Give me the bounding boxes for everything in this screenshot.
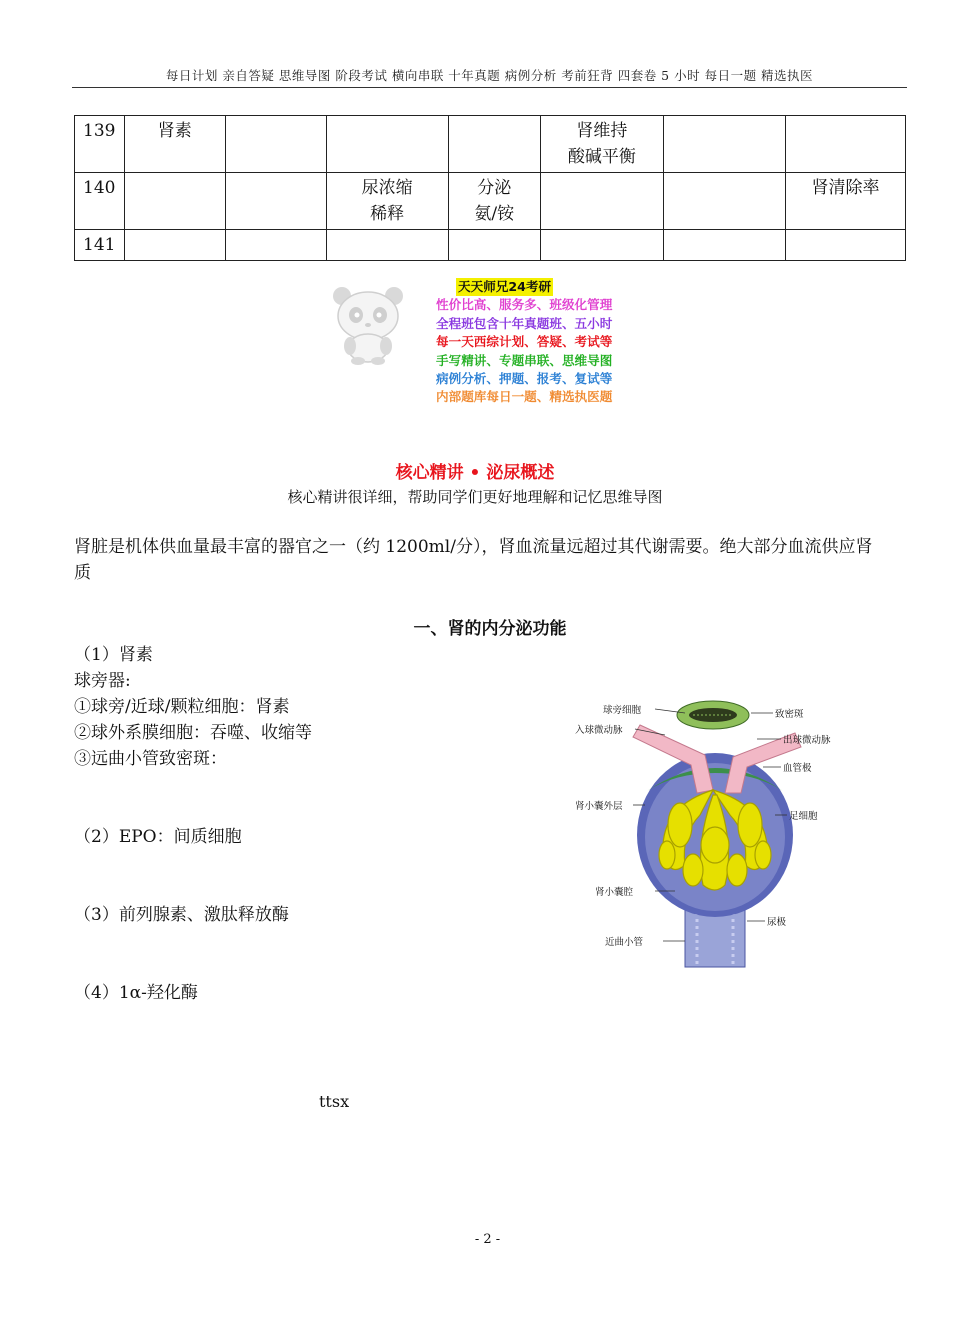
item-epo: （2）EPO：间质细胞 bbox=[74, 827, 242, 847]
promo-block bbox=[436, 278, 656, 407]
section-subtitle: 核心精讲很详细，帮助同学们更好地理解和记忆思维导图 bbox=[287, 488, 663, 506]
promo-line: 性价比高、服务多、班级化管理 bbox=[436, 297, 613, 313]
item-macula-densa: ③远曲小管致密斑： bbox=[74, 749, 227, 769]
promo-line: 手写精讲、专题串联、思维导图 bbox=[436, 352, 613, 368]
table-cell: 尿浓缩 稀释 bbox=[326, 173, 448, 230]
item-renin: （1）肾素 bbox=[74, 645, 153, 665]
label-vascular-pole: 血管极 bbox=[783, 763, 812, 774]
table-cell bbox=[448, 230, 540, 261]
label-parietal-layer: 肾小囊外层 bbox=[575, 801, 623, 812]
table-row bbox=[75, 173, 906, 230]
table-cell bbox=[540, 173, 663, 230]
table-cell bbox=[225, 230, 326, 261]
table-cell bbox=[225, 116, 326, 173]
table-cell: 肾素 bbox=[124, 116, 225, 173]
label-urinary-pole: 尿极 bbox=[767, 917, 787, 928]
page-header: 每日计划 亲自答疑 思维导图 阶段考试 横向串联 十年真题 病例分析 考前狂背 四套卷 5 小时 每日一题 精选执医 bbox=[165, 68, 814, 83]
table-row bbox=[75, 230, 906, 261]
renal-corpuscle-diagram bbox=[575, 695, 845, 970]
label-capsular-space: 肾小囊腔 bbox=[595, 887, 634, 898]
table-cell bbox=[326, 230, 448, 261]
table-cell: 分泌 氨/铵 bbox=[448, 173, 540, 230]
label-afferent-arteriole: 入球微动脉 bbox=[575, 725, 623, 736]
header-divider bbox=[72, 87, 907, 88]
item-extraglomerular-mesangial: ②球外系膜细胞：吞噬、收缩等 bbox=[74, 723, 312, 743]
promo-line: 内部题库每日一题、精选执医题 bbox=[436, 389, 613, 405]
table-cell bbox=[540, 230, 663, 261]
row-number-cell: 139 bbox=[75, 116, 125, 173]
label-proximal-tubule: 近曲小管 bbox=[605, 937, 644, 948]
table-cell bbox=[663, 173, 785, 230]
row-number-cell: 140 bbox=[75, 173, 125, 230]
table-cell bbox=[663, 230, 785, 261]
label-macula-densa: 致密斑 bbox=[775, 709, 804, 720]
promo-line: 全程班包含十年真题班、五小时 bbox=[436, 315, 613, 331]
table-cell bbox=[448, 116, 540, 173]
row-number-cell: 141 bbox=[75, 230, 125, 261]
item-hydroxylase: （4）1α-羟化酶 bbox=[74, 983, 198, 1003]
intro-paragraph: 肾脏是机体供血量最丰富的器官之一（约 1200ml/分），肾血流量远超过其代谢需要。绝大部分血流供应肾 质 bbox=[74, 537, 924, 583]
table-cell bbox=[124, 173, 225, 230]
table-cell bbox=[663, 116, 785, 173]
heading-endocrine-function: 一、肾的内分泌功能 bbox=[413, 619, 567, 639]
table-cell: 肾清除率 bbox=[785, 173, 905, 230]
promo-line: 病例分析、押题、报考、复试等 bbox=[436, 371, 613, 387]
label-podocyte: 足细胞 bbox=[789, 811, 818, 822]
table-cell: 肾维持 酸碱平衡 bbox=[540, 116, 663, 173]
label-juxtaglomerular-cell: 球旁细胞 bbox=[603, 705, 642, 716]
table-cell bbox=[785, 116, 905, 173]
table-cell bbox=[785, 230, 905, 261]
watermark-text: ttsx bbox=[319, 1092, 350, 1111]
promo-line: 每一天西综计划、答疑、考试等 bbox=[436, 334, 613, 350]
table-cell bbox=[326, 116, 448, 173]
table-row bbox=[75, 116, 906, 173]
item-prostaglandin: （3）前列腺素、激肽释放酶 bbox=[74, 905, 289, 925]
table-cell bbox=[124, 230, 225, 261]
section-title: 核心精讲 • 泌尿概述 bbox=[395, 463, 555, 483]
page-number: - 2 - bbox=[474, 1232, 501, 1247]
table-cell bbox=[225, 173, 326, 230]
label-efferent-arteriole: 出球微动脉 bbox=[783, 735, 831, 746]
panda-logo-icon bbox=[322, 282, 414, 366]
summary-table bbox=[74, 115, 906, 261]
item-juxtaglomerular-cells: ①球旁/近球/颗粒细胞：肾素 bbox=[74, 697, 290, 717]
promo-title: 天天师兄24考研 bbox=[456, 278, 553, 296]
item-juxtaglomerular-apparatus: 球旁器: bbox=[74, 671, 131, 691]
